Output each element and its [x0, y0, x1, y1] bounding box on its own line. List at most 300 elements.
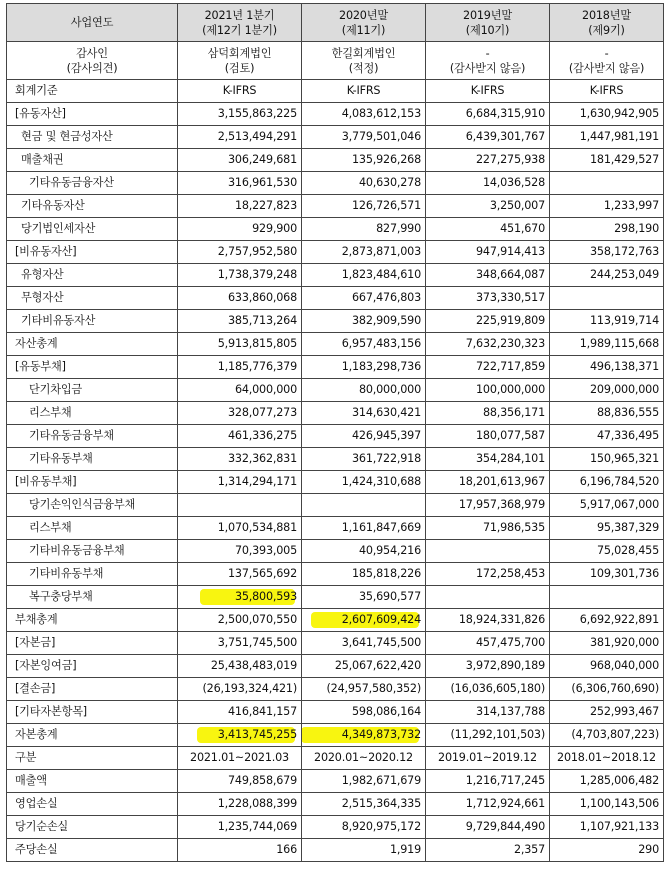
table-cell [550, 655, 664, 678]
cell-value: 3,641,745,500 [341, 636, 421, 649]
cell-value: 135,926,268 [352, 153, 421, 166]
cell-value: 1,185,776,379 [217, 360, 297, 373]
cell-value: 100,000,000 [476, 383, 545, 396]
table-header-row [7, 4, 664, 42]
auditor-line1: 한길회계법인 [331, 46, 396, 60]
cell-value: 2020.01~2020.12 [314, 751, 413, 764]
table-cell [426, 218, 550, 241]
cell-value: 14,036,528 [482, 176, 545, 189]
table-cell [426, 195, 550, 218]
cell-value: 1,989,115,668 [579, 337, 659, 350]
cell-value: 35,800,593 [234, 590, 297, 603]
table-cell [178, 701, 302, 724]
table-cell [178, 356, 302, 379]
table-cell [302, 356, 426, 379]
cell-value: 35,690,577 [358, 590, 421, 603]
auditor-line2: (감사받지 않음) [568, 61, 645, 75]
table-cell [178, 655, 302, 678]
cell-value: 244,253,049 [590, 268, 659, 281]
table-cell [302, 126, 426, 149]
cell-value: 2,515,364,335 [341, 797, 421, 810]
table-row [7, 770, 664, 793]
table-cell [426, 356, 550, 379]
auditor-cell [550, 42, 664, 80]
cell-value: K-IFRS [346, 84, 381, 97]
cell-value: 113,919,714 [590, 314, 659, 327]
cell-value: 180,077,587 [476, 429, 545, 442]
auditor-label-line2: (감사의견) [66, 61, 118, 75]
cell-value: 373,330,517 [476, 291, 545, 304]
header-col-line1: 2021년 1분기 [204, 8, 275, 22]
table-cell [178, 103, 302, 126]
cell-value: 1,228,088,399 [217, 797, 297, 810]
table-cell [550, 678, 664, 701]
table-cell [550, 264, 664, 287]
table-cell [178, 678, 302, 701]
table-cell [178, 540, 302, 563]
table-row [7, 494, 664, 517]
cell-value: 9,729,844,490 [465, 820, 545, 833]
cell-value: (24,957,580,352) [326, 682, 421, 695]
cell-value: 598,086,164 [352, 705, 421, 718]
header-col-line2: (제9기) [588, 23, 625, 37]
cell-value: 385,713,264 [228, 314, 297, 327]
table-cell [426, 540, 550, 563]
table-cell [426, 379, 550, 402]
table-row [7, 747, 664, 770]
table-cell [178, 586, 302, 609]
table-cell [178, 517, 302, 540]
cell-value: 348,664,087 [476, 268, 545, 281]
table-cell [302, 724, 426, 747]
table-cell [550, 379, 664, 402]
cell-value: 1,107,921,133 [579, 820, 659, 833]
cell-value: 4,349,873,732 [341, 728, 421, 741]
cell-value: 451,670 [500, 222, 545, 235]
table-cell [302, 770, 426, 793]
cell-value: 314,630,421 [352, 406, 421, 419]
table-cell [426, 264, 550, 287]
table-cell [426, 724, 550, 747]
cell-value: 1,235,744,069 [217, 820, 297, 833]
table-cell [426, 770, 550, 793]
row-label: 기타유동자산 [7, 195, 178, 218]
table-cell [550, 724, 664, 747]
cell-value: 416,841,157 [228, 705, 297, 718]
table-cell [178, 264, 302, 287]
cell-value: 3,779,501,046 [341, 130, 421, 143]
table-cell [178, 126, 302, 149]
table-cell [550, 356, 664, 379]
auditor-label-line1: 감사인 [76, 46, 108, 60]
table-cell [550, 632, 664, 655]
table-cell [426, 793, 550, 816]
cell-value: 185,818,226 [352, 567, 421, 580]
cell-value: 17,957,368,979 [458, 498, 545, 511]
table-cell [426, 310, 550, 333]
cell-value: 25,067,622,420 [334, 659, 421, 672]
table-cell [178, 724, 302, 747]
table-row [7, 517, 664, 540]
cell-value: 306,249,681 [228, 153, 297, 166]
auditor-line2: (적정) [348, 61, 379, 75]
cell-value: 1,823,484,610 [341, 268, 421, 281]
row-label: 기타유동금융자산 [7, 172, 178, 195]
table-cell [550, 287, 664, 310]
cell-value: (16,036,605,180) [450, 682, 545, 695]
row-label: 부채총계 [7, 609, 178, 632]
table-cell [302, 264, 426, 287]
table-body [7, 4, 664, 862]
table-cell [302, 333, 426, 356]
table-cell [426, 287, 550, 310]
table-row [7, 333, 664, 356]
cell-value: 361,722,918 [352, 452, 421, 465]
table-cell [550, 310, 664, 333]
table-cell [302, 494, 426, 517]
auditor-label [7, 42, 178, 80]
cell-value: 1,070,534,881 [217, 521, 297, 534]
cell-value: 25,438,483,019 [210, 659, 297, 672]
table-cell [550, 563, 664, 586]
table-cell [302, 517, 426, 540]
table-cell [178, 218, 302, 241]
table-cell [178, 287, 302, 310]
row-label: 기타유동금융부채 [7, 425, 178, 448]
table-cell [550, 172, 664, 195]
table-row [7, 241, 664, 264]
table-cell [178, 80, 302, 103]
table-cell [178, 816, 302, 839]
table-row [7, 448, 664, 471]
table-cell [550, 126, 664, 149]
table-cell [302, 310, 426, 333]
table-cell [178, 149, 302, 172]
cell-value: 1,100,143,506 [579, 797, 659, 810]
table-row [7, 287, 664, 310]
auditor-line2: (감사받지 않음) [449, 61, 526, 75]
cell-value: (26,193,324,421) [202, 682, 297, 695]
cell-value: 3,155,863,225 [217, 107, 297, 120]
cell-value: 1,233,997 [603, 199, 659, 212]
cell-value: 6,684,315,910 [465, 107, 545, 120]
table-cell [302, 816, 426, 839]
table-cell [302, 80, 426, 103]
table-row [7, 586, 664, 609]
table-row [7, 793, 664, 816]
table-row [7, 103, 664, 126]
row-label: [유동부채] [7, 356, 178, 379]
cell-value: 827,990 [376, 222, 421, 235]
table-cell [302, 218, 426, 241]
table-cell [302, 609, 426, 632]
table-cell [426, 563, 550, 586]
cell-value: 8,920,975,172 [341, 820, 421, 833]
table-cell [302, 839, 426, 862]
row-label: [유동자산] [7, 103, 178, 126]
cell-value: 749,858,679 [228, 774, 297, 787]
cell-value: 2021.01~2021.03 [190, 751, 289, 764]
cell-value: (4,703,807,223) [571, 728, 659, 741]
row-label: 당기순손실 [7, 816, 178, 839]
table-cell [550, 747, 664, 770]
cell-value: K-IFRS [470, 84, 505, 97]
table-cell [178, 425, 302, 448]
cell-value: 40,630,278 [358, 176, 421, 189]
table-cell [426, 172, 550, 195]
cell-value: 2,607,609,424 [341, 613, 421, 626]
cell-value: K-IFRS [222, 84, 257, 97]
cell-value: 354,284,101 [476, 452, 545, 465]
cell-value: 3,413,745,255 [217, 728, 297, 741]
table-row [7, 264, 664, 287]
table-cell [550, 402, 664, 425]
table-cell [302, 379, 426, 402]
row-label: 현금 및 현금성자산 [7, 126, 178, 149]
row-label: 무형자산 [7, 287, 178, 310]
table-row [7, 195, 664, 218]
cell-value: 1,712,924,661 [465, 797, 545, 810]
cell-value: 290 [638, 843, 659, 856]
cell-value: 457,475,700 [476, 636, 545, 649]
auditor-line2: (검토) [224, 61, 255, 75]
row-label: 리스부채 [7, 402, 178, 425]
row-label: 복구충당부채 [7, 586, 178, 609]
cell-value: 64,000,000 [234, 383, 297, 396]
table-cell [178, 747, 302, 770]
cell-value: 7,632,230,323 [465, 337, 545, 350]
header-col-line2: (제11기) [341, 23, 386, 37]
cell-value: 2019.01~2019.12 [438, 751, 537, 764]
cell-value: 2,513,494,291 [217, 130, 297, 143]
table-cell [302, 195, 426, 218]
cell-value: 5,913,815,805 [217, 337, 297, 350]
table-cell [550, 816, 664, 839]
financial-table-wrapper [6, 3, 664, 862]
table-cell [426, 517, 550, 540]
table-cell [426, 839, 550, 862]
cell-value: 332,362,831 [228, 452, 297, 465]
table-cell [426, 241, 550, 264]
cell-value: 150,965,321 [590, 452, 659, 465]
table-row [7, 310, 664, 333]
cell-value: 358,172,763 [590, 245, 659, 258]
cell-value: 5,917,067,000 [579, 498, 659, 511]
table-row [7, 540, 664, 563]
financial-summary-table [6, 3, 664, 862]
table-cell [426, 747, 550, 770]
table-cell [426, 103, 550, 126]
header-col-line1: 2020년말 [339, 8, 388, 22]
table-cell [426, 448, 550, 471]
cell-value: 461,336,275 [228, 429, 297, 442]
cell-value: 88,356,171 [482, 406, 545, 419]
row-label: 자본총계 [7, 724, 178, 747]
row-label: 자산총계 [7, 333, 178, 356]
table-cell [302, 103, 426, 126]
header-col-line2: (제10기) [465, 23, 510, 37]
auditor-row [7, 42, 664, 80]
table-cell [178, 770, 302, 793]
auditor-line1: - [604, 46, 609, 60]
cell-value: 209,000,000 [590, 383, 659, 396]
cell-value: 2,357 [513, 843, 545, 856]
table-row [7, 402, 664, 425]
cell-value: 328,077,273 [228, 406, 297, 419]
table-cell [178, 609, 302, 632]
table-cell [550, 540, 664, 563]
cell-value: 2018.01~2018.12 [557, 751, 656, 764]
table-cell [302, 241, 426, 264]
table-row [7, 655, 664, 678]
cell-value: K-IFRS [589, 84, 624, 97]
table-row [7, 149, 664, 172]
header-col-2019 [426, 4, 550, 42]
table-row [7, 218, 664, 241]
table-cell [302, 402, 426, 425]
auditor-line1: - [485, 46, 490, 60]
cell-value: 316,961,530 [228, 176, 297, 189]
table-row [7, 379, 664, 402]
table-cell [550, 103, 664, 126]
table-row [7, 425, 664, 448]
table-cell [550, 586, 664, 609]
table-cell [178, 632, 302, 655]
cell-value: 947,914,413 [476, 245, 545, 258]
cell-value: 929,900 [252, 222, 297, 235]
cell-value: 137,565,692 [228, 567, 297, 580]
cell-value: 381,920,000 [590, 636, 659, 649]
cell-value: (11,292,101,503) [450, 728, 545, 741]
table-cell [178, 402, 302, 425]
row-label: [자본잉여금] [7, 655, 178, 678]
cell-value: 2,757,952,580 [217, 245, 297, 258]
table-cell [426, 609, 550, 632]
table-cell [426, 402, 550, 425]
table-row [7, 816, 664, 839]
row-label: 매출액 [7, 770, 178, 793]
table-cell [178, 471, 302, 494]
row-label: 주당손실 [7, 839, 178, 862]
cell-value: 172,258,453 [476, 567, 545, 580]
table-row [7, 563, 664, 586]
row-label: 구분 [7, 747, 178, 770]
table-cell [302, 793, 426, 816]
row-label: 유형자산 [7, 264, 178, 287]
table-cell [302, 747, 426, 770]
table-cell [178, 310, 302, 333]
cell-value: 40,954,216 [358, 544, 421, 557]
table-cell [178, 333, 302, 356]
row-label: 기타비유동금융부채 [7, 540, 178, 563]
header-col-line1: 2019년말 [463, 8, 512, 22]
auditor-cell [178, 42, 302, 80]
row-label: 당기손익인식금융부채 [7, 494, 178, 517]
cell-value: 88,836,555 [596, 406, 659, 419]
auditor-cell [302, 42, 426, 80]
table-cell [550, 195, 664, 218]
cell-value: 426,945,397 [352, 429, 421, 442]
row-label: 당기법인세자산 [7, 218, 178, 241]
cell-value: 6,692,922,891 [579, 613, 659, 626]
row-label: [자본금] [7, 632, 178, 655]
table-row [7, 839, 664, 862]
row-label: 회계기준 [7, 80, 178, 103]
table-cell [302, 287, 426, 310]
cell-value: 18,924,331,826 [458, 613, 545, 626]
table-cell [550, 517, 664, 540]
table-row [7, 172, 664, 195]
table-cell [302, 425, 426, 448]
table-cell [426, 126, 550, 149]
table-cell [550, 241, 664, 264]
header-col-2021q1 [178, 4, 302, 42]
table-cell [178, 448, 302, 471]
cell-value: 1,424,310,688 [341, 475, 421, 488]
cell-value: 633,860,068 [228, 291, 297, 304]
row-label: 기타비유동자산 [7, 310, 178, 333]
cell-value: 70,393,005 [234, 544, 297, 557]
table-cell [178, 494, 302, 517]
cell-value: (6,306,760,690) [571, 682, 659, 695]
table-cell [426, 586, 550, 609]
table-row [7, 678, 664, 701]
cell-value: 166 [276, 843, 297, 856]
table-cell [550, 494, 664, 517]
cell-value: 298,190 [614, 222, 659, 235]
table-cell [302, 655, 426, 678]
cell-value: 1,183,298,736 [341, 360, 421, 373]
table-cell [550, 80, 664, 103]
cell-value: 1,982,671,679 [341, 774, 421, 787]
table-cell [550, 793, 664, 816]
table-cell [550, 471, 664, 494]
cell-value: 3,250,007 [489, 199, 545, 212]
table-cell [178, 793, 302, 816]
header-col-line2: (제12기 1분기) [202, 23, 277, 37]
table-cell [550, 149, 664, 172]
table-cell [302, 586, 426, 609]
table-row [7, 471, 664, 494]
cell-value: 968,040,000 [590, 659, 659, 672]
table-cell [178, 563, 302, 586]
table-cell [302, 149, 426, 172]
table-cell [178, 839, 302, 862]
cell-value: 4,083,612,153 [341, 107, 421, 120]
table-cell [426, 425, 550, 448]
table-cell [178, 172, 302, 195]
cell-value: 47,336,495 [596, 429, 659, 442]
table-cell [426, 149, 550, 172]
auditor-line1: 삼덕회계법인 [207, 46, 272, 60]
cell-value: 6,439,301,767 [465, 130, 545, 143]
cell-value: 225,919,809 [476, 314, 545, 327]
cell-value: 2,873,871,003 [341, 245, 421, 258]
table-cell [302, 701, 426, 724]
table-cell [426, 471, 550, 494]
table-cell [550, 770, 664, 793]
table-cell [426, 333, 550, 356]
cell-value: 1,447,981,191 [579, 130, 659, 143]
cell-value: 18,201,613,967 [458, 475, 545, 488]
row-label: 영업손실 [7, 793, 178, 816]
table-cell [302, 563, 426, 586]
table-cell [550, 333, 664, 356]
cell-value: 1,216,717,245 [465, 774, 545, 787]
cell-value: 382,909,590 [352, 314, 421, 327]
row-label: 기타유동부채 [7, 448, 178, 471]
cell-value: 1,161,847,669 [341, 521, 421, 534]
